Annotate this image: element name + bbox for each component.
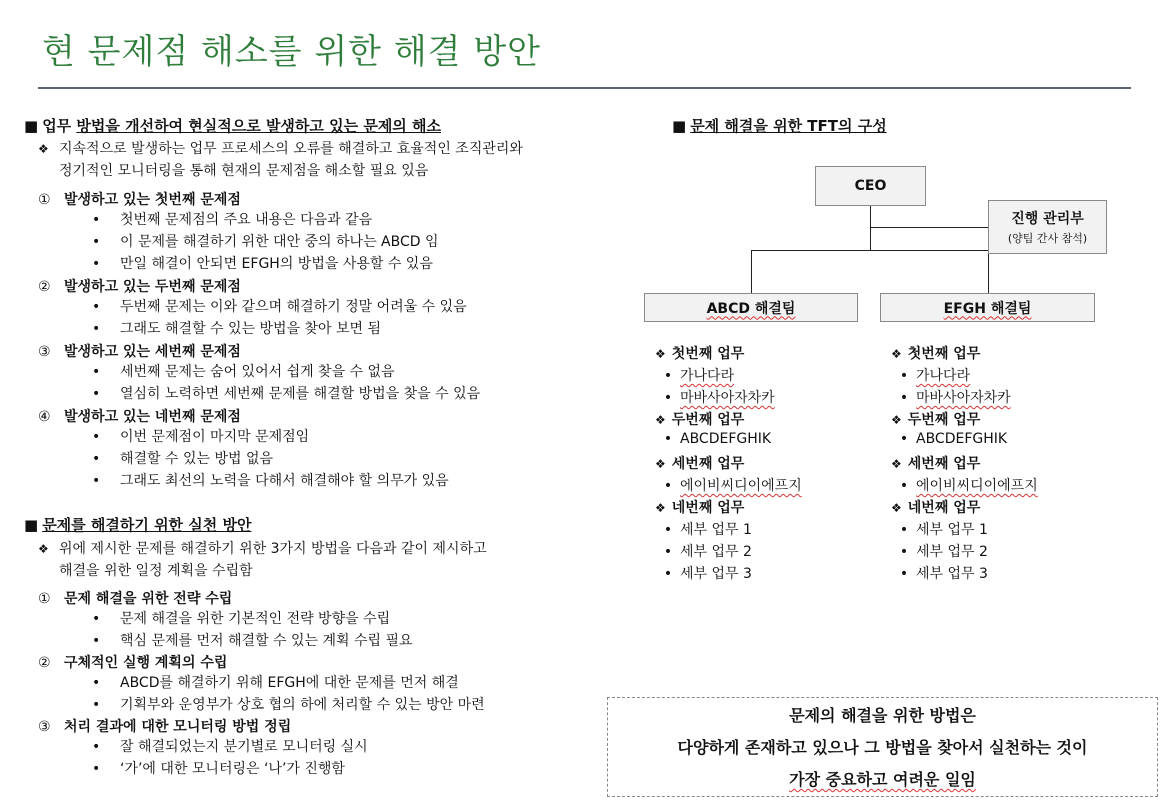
team-a-box: ABCD 해결팀 [644, 293, 858, 322]
section1-heading-prefix: 업무 [42, 117, 77, 135]
bullet-dot-icon: • [663, 522, 673, 538]
bullet-dot-icon: • [92, 256, 101, 272]
diamond-bullet-icon: ❖ [891, 457, 902, 471]
numbered-heading [38, 189, 241, 209]
bullet-dot-icon: • [899, 478, 909, 494]
bullet-dot-icon: • [92, 739, 101, 755]
task-group-heading: ❖ 두번째 업무 [655, 412, 745, 428]
numbered-heading-text: 발생하고 있는 두번째 문제점 [64, 279, 241, 295]
list-item: • 잘 해결되었는지 분기별로 모니터링 실시 [92, 739, 368, 755]
task-item: • 세부 업무 3 [658, 563, 752, 583]
bullet-dot-icon: • [663, 431, 673, 447]
connector-manager [870, 227, 988, 228]
bullet-dot-icon: • [92, 611, 101, 627]
square-bullet-icon: ■ [24, 516, 39, 534]
bullet-dot-icon: • [899, 544, 909, 560]
diamond-bullet-icon: ❖ [655, 501, 666, 515]
numbered-heading-text: 구체적인 실행 계획의 수립 [64, 655, 228, 671]
list-item: • ABCD를 해결하기 위해 EFGH에 대한 문제를 먼저 해결 [92, 675, 459, 691]
diamond-bullet-icon: ❖ [655, 347, 666, 361]
list-item: • 그래도 최선의 노력을 다해서 해결해야 할 의무가 있음 [92, 473, 449, 489]
task-item: • ABCDEFGHIK [894, 431, 1007, 447]
bullet-dot-icon: • [92, 473, 101, 489]
task-item: • 가나다라 [894, 365, 970, 385]
diamond-bullet-icon: ❖ [38, 142, 49, 156]
bullet-dot-icon: • [92, 386, 101, 402]
manager-box: 진행 관리부 (양팀 간사 참석) [988, 200, 1107, 254]
org-heading: ■ 문제 해결을 위한 TFT의 구성 [672, 117, 887, 135]
connector-horizontal [751, 250, 989, 251]
task-group-heading: ❖ 세번째 업무 [891, 456, 981, 472]
ceo-box: CEO [815, 166, 926, 206]
circled-number: ② [38, 655, 51, 671]
list-item: • 해결할 수 있는 방법 없음 [92, 451, 274, 467]
bullet-dot-icon: • [899, 368, 909, 384]
numbered-heading-text: 발생하고 있는 첫번째 문제점 [64, 192, 241, 208]
list-item: • 문제 해결을 위한 기본적인 전략 방향을 수립 [92, 611, 391, 627]
list-item: • 그래도 해결할 수 있는 방법을 찾아 보면 됨 [92, 321, 382, 337]
section1-intro: ❖ 지속적으로 발생하는 업무 프로세스의 오류를 해결하고 효율적인 조직관리와 정기적인 모니터링을 통해 현재의 문제점을 해소할 필요 있음 [38, 138, 523, 182]
task-item: • 마바사아자차카 [894, 387, 1011, 407]
bullet-dot-icon: • [663, 544, 673, 560]
numbered-heading-text: 처리 결과에 대한 모니터링 방법 정립 [64, 719, 292, 735]
diamond-bullet-icon: ❖ [655, 413, 666, 427]
task-group-heading: ❖ 네번째 업무 [891, 500, 981, 516]
team-b-box: EFGH 해결팀 [880, 293, 1095, 322]
bullet-dot-icon: • [92, 675, 101, 691]
diamond-bullet-icon: ❖ [655, 457, 666, 471]
list-item: • 이 문제를 해결하기 위한 대안 중의 하나는 ABCD 임 [92, 234, 439, 250]
task-group-heading: ❖ 네번째 업무 [655, 500, 745, 516]
bullet-dot-icon: • [92, 299, 101, 315]
circled-number: ① [38, 591, 51, 607]
bullet-dot-icon: • [899, 566, 909, 582]
bullet-dot-icon: • [92, 212, 101, 228]
list-item: • 첫번째 문제점의 주요 내용은 다음과 같음 [92, 212, 373, 228]
bullet-dot-icon: • [899, 390, 909, 406]
task-group-heading: ❖ 두번째 업무 [891, 412, 981, 428]
conclusion-box: 문제의 해결을 위한 방법은 다양하게 존재하고 있으나 그 방법을 찾아서 실천하는 것이 가장 중요하고 여려운 일임 [607, 697, 1158, 797]
bullet-dot-icon: • [663, 566, 673, 582]
bullet-dot-icon: • [92, 632, 101, 649]
task-item: • 세부 업무 1 [894, 519, 988, 539]
bullet-dot-icon: • [92, 451, 101, 467]
bullet-dot-icon: • [663, 368, 673, 384]
section1-heading-text: 방법을 개선하여 현실적으로 발생하고 있는 문제의 해소 [76, 117, 441, 135]
diamond-bullet-icon: ❖ [38, 542, 49, 556]
task-item: • 세부 업무 2 [894, 541, 988, 561]
connector-team-a [751, 250, 752, 294]
task-item: • 세부 업무 2 [658, 541, 752, 561]
task-item: • 마바사아자차카 [658, 387, 775, 407]
task-item: • 에이비씨디이에프지 [894, 475, 1038, 495]
circled-number: ② [38, 279, 51, 295]
circled-number: ③ [38, 719, 51, 735]
bullet-dot-icon: • [663, 478, 673, 494]
circled-number: ④ [38, 409, 51, 425]
bullet-dot-icon: • [663, 390, 673, 406]
bullet-dot-icon: • [92, 321, 101, 337]
numbered-heading [38, 341, 241, 361]
task-item: • 세부 업무 1 [658, 519, 752, 539]
numbered-heading [38, 716, 291, 736]
numbered-heading [38, 652, 227, 672]
task-group-heading: ❖ 첫번째 업무 [655, 346, 745, 362]
list-item: • 핵심 문제를 먼저 해결할 수 있는 계획 수립 필요 [92, 632, 413, 649]
bullet-dot-icon: • [92, 364, 101, 380]
bullet-dot-icon: • [899, 431, 909, 447]
task-group-heading: ❖ 첫번째 업무 [891, 346, 981, 362]
diamond-bullet-icon: ❖ [891, 501, 902, 515]
list-item: • 이번 문제점이 마지막 문제점임 [92, 429, 310, 445]
diamond-bullet-icon: ❖ [891, 413, 902, 427]
list-item: • 기획부와 운영부가 상호 협의 하에 처리할 수 있는 방안 마련 [92, 696, 485, 713]
page-title: 현 문제점 해소를 위한 해결 방안 [42, 32, 542, 72]
numbered-heading-text: 문제 해결을 위한 전략 수립 [64, 591, 233, 607]
bullet-dot-icon: • [899, 522, 909, 538]
list-item: • 만일 해결이 안되면 EFGH의 방법을 사용할 수 있음 [92, 256, 433, 272]
title-divider [38, 87, 1131, 89]
bullet-dot-icon: • [92, 234, 101, 250]
circled-number: ① [38, 192, 51, 208]
section1-heading [24, 115, 441, 136]
numbered-heading [38, 406, 241, 426]
list-item: • 세번째 문제는 숨어 있어서 쉽게 찾을 수 없음 [92, 364, 395, 380]
list-item: • 두번째 문제는 이와 같으며 해결하기 정말 어려울 수 있음 [92, 299, 467, 315]
circled-number: ③ [38, 344, 51, 360]
section2-intro: ❖ 위에 제시한 문제를 해결하기 위한 3가지 방법을 다음과 같이 제시하고 해결을 위한 일정 계획을 수립함 [38, 538, 487, 582]
square-bullet-icon: ■ [24, 117, 39, 135]
numbered-heading-text: 발생하고 있는 네번째 문제점 [64, 409, 241, 425]
list-item: • ‘가’에 대한 모니터링은 ‘나’가 진행함 [92, 760, 345, 777]
section2-heading: ■ 문제를 해결하기 위한 실천 방안 [24, 516, 252, 534]
bullet-dot-icon: • [92, 429, 101, 445]
list-item: • 열심히 노력하면 세번째 문제를 해결할 방법을 찾을 수 있음 [92, 386, 481, 402]
bullet-dot-icon: • [92, 696, 101, 713]
task-item: • 에이비씨디이에프지 [658, 475, 802, 495]
task-group-heading: ❖ 세번째 업무 [655, 456, 745, 472]
square-bullet-icon: ■ [672, 117, 687, 135]
numbered-heading [38, 588, 232, 608]
task-item: • 가나다라 [658, 365, 734, 385]
diamond-bullet-icon: ❖ [891, 347, 902, 361]
numbered-heading [38, 276, 241, 296]
task-item: • ABCDEFGHIK [658, 431, 771, 447]
bullet-dot-icon: • [92, 760, 101, 777]
connector-team-b [988, 250, 989, 294]
numbered-heading-text: 발생하고 있는 세번째 문제점 [64, 344, 241, 360]
task-item: • 세부 업무 3 [894, 563, 988, 583]
